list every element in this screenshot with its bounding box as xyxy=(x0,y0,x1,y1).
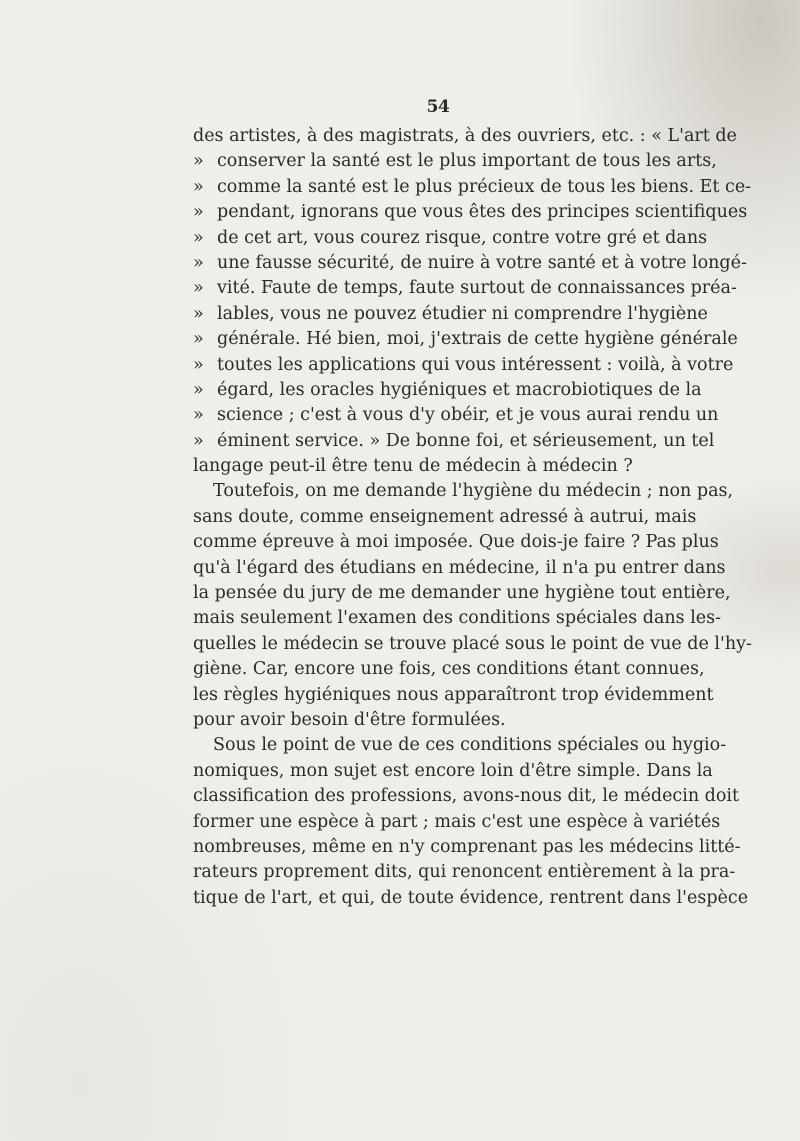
text-line xyxy=(193,886,749,911)
text-line xyxy=(193,530,719,555)
text-line xyxy=(193,226,708,251)
line-text: pour avoir besoin d'être formulées. xyxy=(193,709,506,730)
text-line xyxy=(193,759,713,784)
text-line xyxy=(193,124,737,149)
line-text: de cet art, vous courez risque, contre votre gré et dans xyxy=(217,227,708,248)
text-line xyxy=(193,657,705,682)
line-text: quelles le médecin se trouve placé sous le point de vue de l'hy- xyxy=(193,633,752,654)
quote-mark: » xyxy=(193,405,204,426)
text-line xyxy=(193,276,737,301)
quote-mark: » xyxy=(193,354,204,375)
text-line xyxy=(193,505,697,530)
line-text: pendant, ignorans que vous êtes des principes scientifiques xyxy=(217,202,748,223)
text-line xyxy=(193,175,752,200)
line-text: conserver la santé est le plus important de tous les arts, xyxy=(217,151,717,172)
text-line xyxy=(193,733,727,758)
quote-mark: » xyxy=(193,303,204,324)
quote-mark: » xyxy=(193,202,204,223)
text-line xyxy=(193,149,717,174)
text-line xyxy=(193,429,715,454)
line-text: qu'à l'égard des étudians en médecine, il n'a pu entrer dans xyxy=(193,557,726,578)
line-text: Toutefois, on me demande l'hygiène du médecin ; non pas, xyxy=(213,481,734,502)
body-text xyxy=(193,124,752,911)
line-text: une fausse sécurité, de nuire à votre santé et à votre longé- xyxy=(217,252,747,273)
text-line xyxy=(193,606,722,631)
text-line xyxy=(193,302,708,327)
line-text: vité. Faute de temps, faute surtout de connaissances préa- xyxy=(217,278,737,299)
line-text: générale. Hé bien, moi, j'extrais de cette hygiène générale xyxy=(217,329,738,350)
line-text: comme épreuve à moi imposée. Que dois-je faire ? Pas plus xyxy=(193,532,719,553)
text-line xyxy=(193,556,726,581)
text-line xyxy=(193,353,734,378)
line-text: rateurs proprement dits, qui renoncent entièrement à la pra- xyxy=(193,862,736,883)
line-text: sans doute, comme enseignement adressé à autrui, mais xyxy=(193,506,697,527)
line-text: classification des professions, avons-nous dit, le médecin doit xyxy=(193,786,740,807)
line-text: Sous le point de vue de ces conditions spéciales ou hygio- xyxy=(213,735,727,756)
line-text: lables, vous ne pouvez étudier ni comprendre l'hygiène xyxy=(217,303,708,324)
quote-mark: » xyxy=(193,252,204,273)
quote-mark: » xyxy=(193,278,204,299)
text-line xyxy=(193,454,693,479)
line-text: tique de l'art, et qui, de toute évidence, rentrent dans l'espèce xyxy=(193,887,749,908)
page-number: 54 xyxy=(426,97,450,117)
line-text: science ; c'est à vous d'y obéir, et je vous aurai rendu un xyxy=(217,405,719,426)
quote-mark: » xyxy=(193,227,204,248)
text-line xyxy=(193,810,721,835)
quote-mark: » xyxy=(193,430,204,451)
text-line xyxy=(193,251,747,276)
text-line xyxy=(193,378,702,403)
line-text: égard, les oracles hygiéniques et macrobiotiques de la xyxy=(217,379,702,400)
text-line xyxy=(193,632,752,657)
line-text: giène. Car, encore une fois, ces conditions étant connues, xyxy=(193,659,705,680)
text-line xyxy=(193,835,741,860)
line-text: toutes les applications qui vous intéressent : voilà, à votre xyxy=(217,354,734,375)
line-text: des artistes, à des magistrats, à des ouvriers, etc. : « L'art de xyxy=(193,126,737,146)
text-line xyxy=(193,327,738,352)
line-text: mais seulement l'examen des conditions spéciales dans les- xyxy=(193,608,722,629)
quote-mark: » xyxy=(193,176,204,197)
text-line xyxy=(193,860,736,885)
line-text: la pensée du jury de me demander une hygiène tout entière, xyxy=(193,583,731,604)
text-line xyxy=(193,784,740,809)
line-text: les règles hygiéniques nous apparaîtront trop évidemment xyxy=(193,684,714,705)
line-text: nomiques, mon sujet est encore loin d'être simple. Dans la xyxy=(193,760,713,781)
text-line xyxy=(193,200,748,225)
quote-mark: » xyxy=(193,329,204,350)
quote-mark: » xyxy=(193,151,204,172)
line-text: nombreuses, même en n'y comprenant pas les médecins litté- xyxy=(193,836,741,857)
text-line xyxy=(193,403,719,428)
text-line xyxy=(193,683,714,708)
text-line xyxy=(193,479,734,504)
text-line xyxy=(193,708,693,733)
line-text: éminent service. » De bonne foi, et sérieusement, un tel xyxy=(217,430,715,451)
line-text: comme la santé est le plus précieux de tous les biens. Et ce- xyxy=(217,176,752,197)
quote-mark: » xyxy=(193,379,204,400)
text-line xyxy=(193,581,731,606)
line-text: former une espèce à part ; mais c'est une espèce à variétés xyxy=(193,811,721,832)
line-text: langage peut-il être tenu de médecin à médecin ? xyxy=(193,456,633,477)
